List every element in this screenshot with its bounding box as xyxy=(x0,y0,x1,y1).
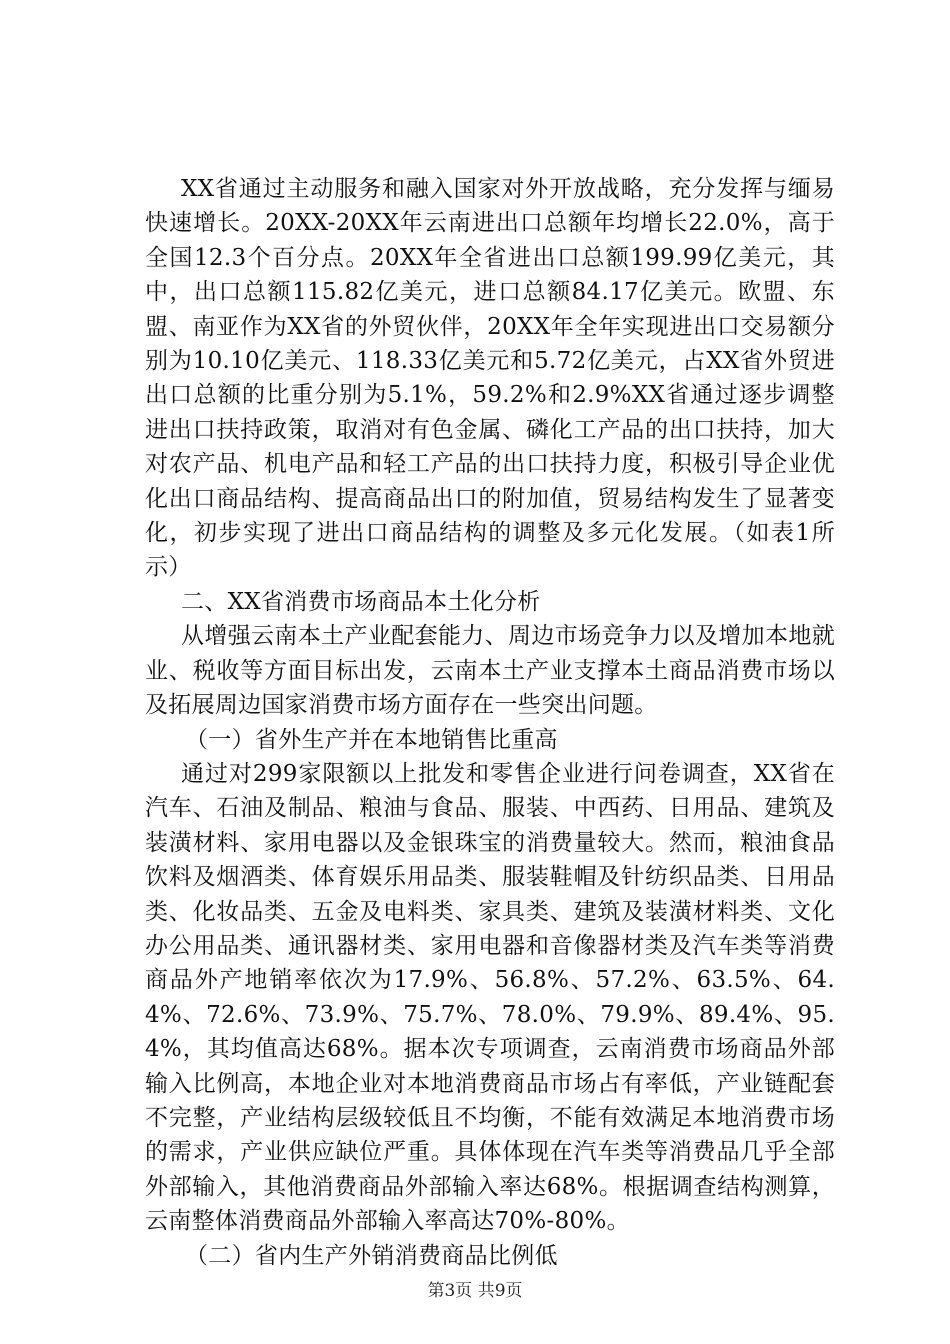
subheading-outside-production: （一）省外生产并在本地销售比重高 xyxy=(185,726,558,753)
document-body xyxy=(145,172,835,1273)
paragraph-local-industry: 从增强云南本土产业配套能力、周边市场竞争力以及增加本地就业、税收等方面目标出发，云南本土产业支撑本土商品消费市场以及拓展周边国家消费市场方面存在一些突出问题。 xyxy=(145,623,835,719)
paragraph-survey-results: 通过对299家限额以上批发和零售企业进行问卷调查，XX省在汽车、石油及制品、粮油与食品、服装、中西药、日用品、建筑及装潢材料、家用电器以及金银珠宝的消费量较大。然而，粮油食品饮料及烟酒类、体育娱乐用品类、服装鞋帽及针纺织品类、日用品类、化妆品类、五金及电料类、家具类、建筑及装潢材料类、文化办公用品类、通讯器材类、家用电器和音像器材类及汽车类等消费商品外产地销率依次为17.9%、56.8%、57.2%、63.5%、64.4%、72.6%、73.9%、75.7%、78.0%、79.9%、89.4%、95.4%，其均值高达68%。据本次专项调查，云南消费市场商品外部输入比例高，本地企业对本地消费商品市场占有率低，产业链配套不完整，产业结构层级较低且不均衡，不能有效满足本地消费市场的需求，产业供应缺位严重。具体体现在汽车类等消费品几乎全部外部输入，其他消费商品外部输入率达68%。根据调查结构测算，云南整体消费商品外部输入率高达70%-80%。 xyxy=(145,760,835,1235)
subheading-inside-production: （二）省内生产外销消费商品比例低 xyxy=(185,1242,558,1269)
paragraph-foreign-trade: XX省通过主动服务和融入国家对外开放战略，充分发挥与缅易快速增长。20XX-20XX年云南进出口总额年均增长22.0%，高于全国12.3个百分点。20XX年全省进出口总额199.99亿美元，其中，出口总额115.82亿美元，进口总额84.17亿美元。欧盟、东盟、南亚作为XX省的外贸伙伴，20XX年全年实现进出口交易额分别为10.10亿美元、118.33亿美元和5.72亿美元，占XX省外贸进出口总额的比重分别为5.1%，59.2%和2.9%XX省通过逐步调整进出口扶持政策，取消对有色金属、磷化工产品的出口扶持，加大对农产品、机电产品和轻工产品的出口扶持力度，积极引导企业优化出口商品结构、提高商品出口的附加值，贸易结构发生了显著变化，初步实现了进出口商品结构的调整及多元化发展。（如表1所示） xyxy=(145,176,835,581)
page-footer: 第3页 共9页 xyxy=(427,1281,523,1301)
section-heading-localization: 二、XX省消费市场商品本土化分析 xyxy=(181,588,541,615)
